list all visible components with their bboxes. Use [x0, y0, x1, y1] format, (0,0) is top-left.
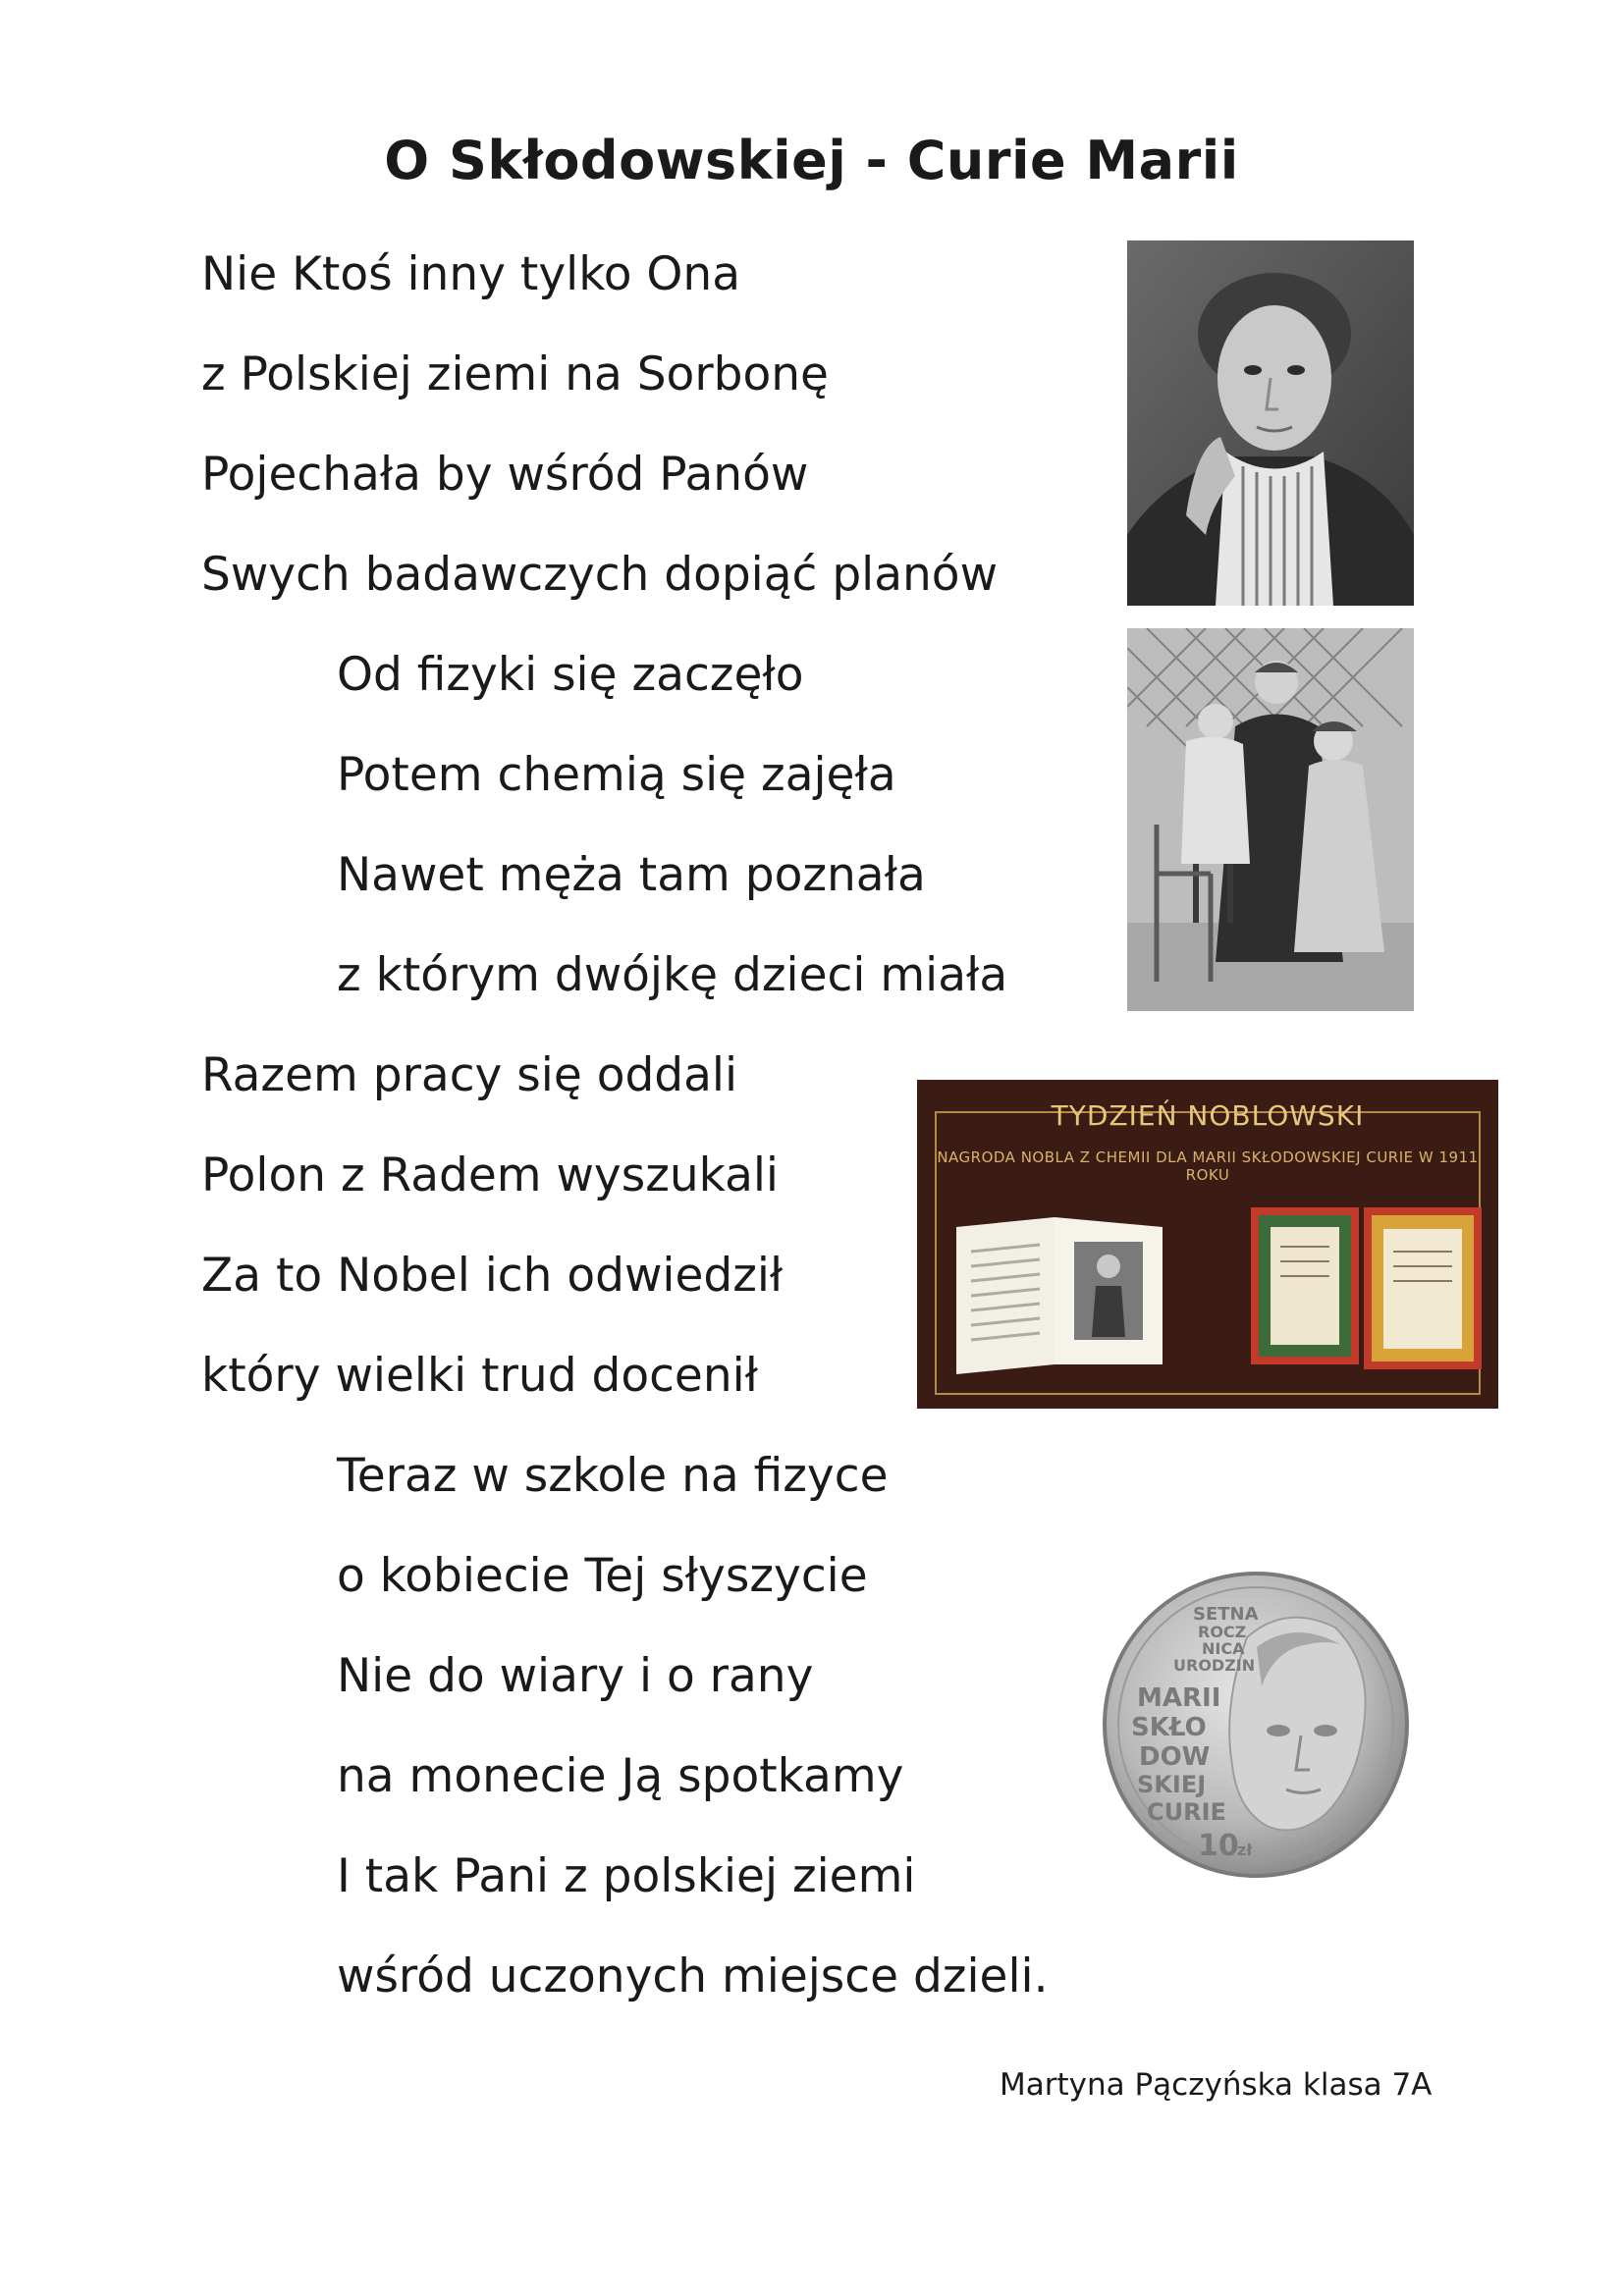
- nobel-week-card: [917, 1080, 1498, 1409]
- coin-unit: zł: [1237, 1841, 1253, 1859]
- nobel-heading: TYDZIEŃ NOBLOWSKI: [1051, 1099, 1365, 1132]
- coin-name-text: CURIE: [1147, 1798, 1226, 1826]
- coin-top-text: NICA: [1202, 1639, 1245, 1658]
- family-photo: [1127, 628, 1414, 1011]
- open-book-icon: [956, 1217, 1163, 1374]
- poem-line: Nawet męża tam poznała: [337, 848, 926, 902]
- poem-line: Razem pracy się oddali: [201, 1048, 738, 1102]
- coin-top-text: ROCZ: [1198, 1623, 1247, 1641]
- coin-value: 10: [1198, 1829, 1239, 1863]
- coin-name-text: SKIEJ: [1137, 1771, 1207, 1798]
- nobel-diploma-icon: [1251, 1207, 1482, 1369]
- author-signature: Martyna Pączyńska klasa 7A: [1000, 2067, 1433, 2103]
- poem-line: Pojechała by wśród Panów: [201, 448, 809, 502]
- poem-line: na monecie Ją spotkamy: [337, 1749, 904, 1803]
- poem-line: Nie do wiary i o rany: [337, 1649, 814, 1703]
- poem-line: z Polskiej ziemi na Sorbonę: [201, 347, 829, 401]
- poem-line: wśród uczonych miejsce dzieli.: [337, 1949, 1049, 2003]
- poem-line: Od fizyki się zaczęło: [337, 648, 804, 702]
- poem-line: o kobiecie Tej słyszycie: [337, 1549, 868, 1603]
- coin-top-text: URODZIN: [1173, 1656, 1256, 1675]
- coin-top-text: SETNA: [1193, 1604, 1259, 1625]
- poem-line: Za to Nobel ich odwiedził: [201, 1249, 784, 1303]
- poem-line: Polon z Radem wyszukali: [201, 1148, 779, 1202]
- coin-name-text: MARII: [1137, 1683, 1221, 1713]
- coin-name-text: DOW: [1139, 1742, 1211, 1772]
- nobel-subheading: NAGRODA NOBLA Z CHEMII DLA MARII SKŁODOWSKIEJ CURIE W 1911 ROKU: [937, 1148, 1479, 1184]
- poem-line: Nie Ktoś inny tylko Ona: [201, 247, 741, 301]
- poem-line: z którym dwójkę dzieci miała: [337, 948, 1008, 1002]
- poem-line: Teraz w szkole na fizyce: [337, 1449, 889, 1503]
- commemorative-coin: [1100, 1569, 1412, 1881]
- poem-line: Swych badawczych dopiąć planów: [201, 548, 999, 602]
- poem-line: I tak Pani z polskiej ziemi: [337, 1849, 916, 1903]
- poem-title: O Skłodowskiej - Curie Marii: [384, 130, 1239, 191]
- portrait-photo: [1127, 240, 1414, 606]
- coin-name-text: SKŁO: [1131, 1713, 1207, 1742]
- poem-line: który wielki trud docenił: [201, 1349, 759, 1403]
- poem-line: Potem chemią się zajęła: [337, 748, 896, 802]
